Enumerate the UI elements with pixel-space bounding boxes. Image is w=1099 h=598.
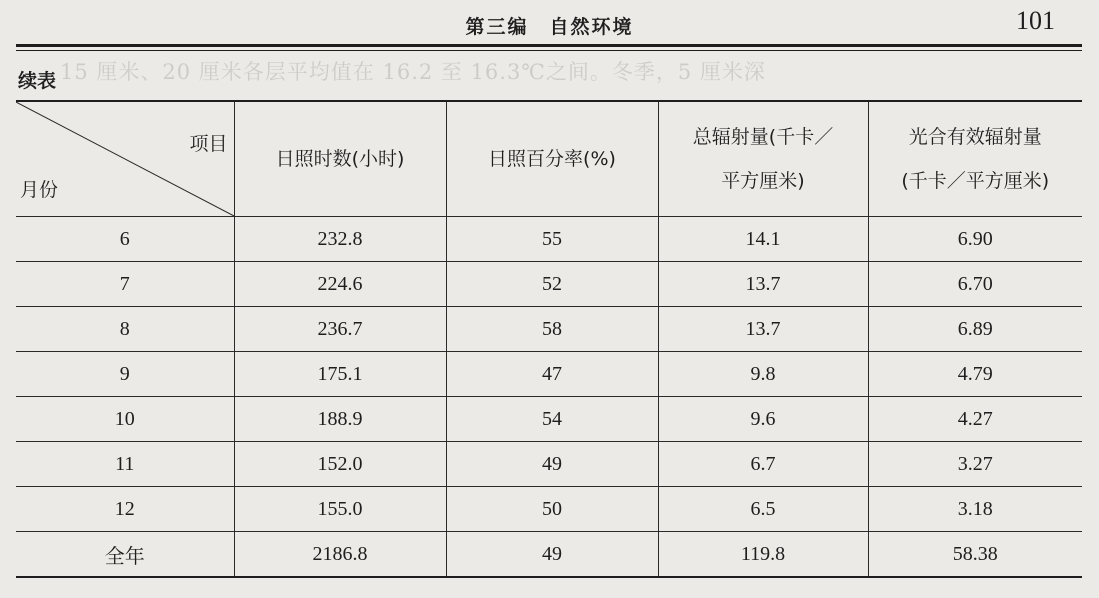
sunshine-hours-cell: 236.7 <box>234 307 446 352</box>
month-cell: 8 <box>16 307 234 352</box>
par-radiation-cell: 6.70 <box>868 262 1082 307</box>
sunshine-pct-cell: 47 <box>446 352 658 397</box>
header-rule-thin <box>16 50 1082 51</box>
continued-table-label: 续表 <box>18 70 57 92</box>
total-radiation-cell: 9.6 <box>658 397 868 442</box>
running-header-title: 第三编 自然环境 <box>465 16 634 38</box>
table-row <box>16 262 1082 307</box>
sunshine-pct-cell: 50 <box>446 487 658 532</box>
table-row <box>16 352 1082 397</box>
corner-item-label: 项目 <box>189 133 228 155</box>
column-header-line: (千卡／平方厘米) <box>901 170 1050 192</box>
table-body <box>16 217 1082 578</box>
sunshine-pct-cell: 58 <box>446 307 658 352</box>
column-header-sunshine-hours <box>234 101 446 217</box>
bleed-through-text: 15 厘米、20 厘米各层平均值在 16.2 至 16.3℃之间。冬季，5 厘米深 <box>60 60 766 84</box>
column-header-line: 光合有效辐射量 <box>908 126 1042 148</box>
par-radiation-cell: 6.90 <box>868 217 1082 262</box>
total-radiation-cell: 6.5 <box>658 487 868 532</box>
sunshine-radiation-table <box>16 100 1082 578</box>
month-cell: 11 <box>16 442 234 487</box>
par-radiation-cell: 4.27 <box>868 397 1082 442</box>
total-radiation-cell: 6.7 <box>658 442 868 487</box>
table-row <box>16 532 1082 578</box>
corner-month-label: 月份 <box>20 179 59 201</box>
par-radiation-cell: 6.89 <box>868 307 1082 352</box>
month-cell: 6 <box>16 217 234 262</box>
sunshine-pct-cell: 55 <box>446 217 658 262</box>
page-number: 101 <box>1016 6 1055 35</box>
column-header-line: 总辐射量(千卡／ <box>692 126 834 148</box>
table-header-row <box>16 101 1082 217</box>
month-cell: 9 <box>16 352 234 397</box>
total-radiation-cell: 13.7 <box>658 262 868 307</box>
column-header-line: 平方厘米) <box>721 170 805 192</box>
par-radiation-cell: 3.27 <box>868 442 1082 487</box>
par-radiation-cell: 3.18 <box>868 487 1082 532</box>
header-rule-thick <box>16 44 1082 47</box>
sunshine-hours-cell: 2186.8 <box>234 532 446 578</box>
column-header-sunshine-pct <box>446 101 658 217</box>
sunshine-hours-cell: 188.9 <box>234 397 446 442</box>
table-row <box>16 397 1082 442</box>
sunshine-pct-cell: 52 <box>446 262 658 307</box>
table-row <box>16 442 1082 487</box>
table-row <box>16 487 1082 532</box>
column-header-line: 日照百分率(%) <box>488 148 616 170</box>
sunshine-pct-cell: 54 <box>446 397 658 442</box>
month-cell: 10 <box>16 397 234 442</box>
table-row <box>16 307 1082 352</box>
month-cell: 12 <box>16 487 234 532</box>
sunshine-pct-cell: 49 <box>446 442 658 487</box>
total-radiation-cell: 9.8 <box>658 352 868 397</box>
sunshine-hours-cell: 224.6 <box>234 262 446 307</box>
sunshine-hours-cell: 155.0 <box>234 487 446 532</box>
sunshine-hours-cell: 232.8 <box>234 217 446 262</box>
sunshine-hours-cell: 175.1 <box>234 352 446 397</box>
total-radiation-cell: 13.7 <box>658 307 868 352</box>
par-radiation-cell: 58.38 <box>868 532 1082 578</box>
column-header-line: 日照时数(小时) <box>275 148 405 170</box>
corner-cell <box>16 101 234 217</box>
month-cell: 7 <box>16 262 234 307</box>
table-row <box>16 217 1082 262</box>
total-radiation-cell: 119.8 <box>658 532 868 578</box>
sunshine-pct-cell: 49 <box>446 532 658 578</box>
column-header-par-radiation <box>868 101 1082 217</box>
par-radiation-cell: 4.79 <box>868 352 1082 397</box>
total-radiation-cell: 14.1 <box>658 217 868 262</box>
sunshine-hours-cell: 152.0 <box>234 442 446 487</box>
column-header-total-radiation <box>658 101 868 217</box>
month-cell: 全年 <box>16 532 234 578</box>
